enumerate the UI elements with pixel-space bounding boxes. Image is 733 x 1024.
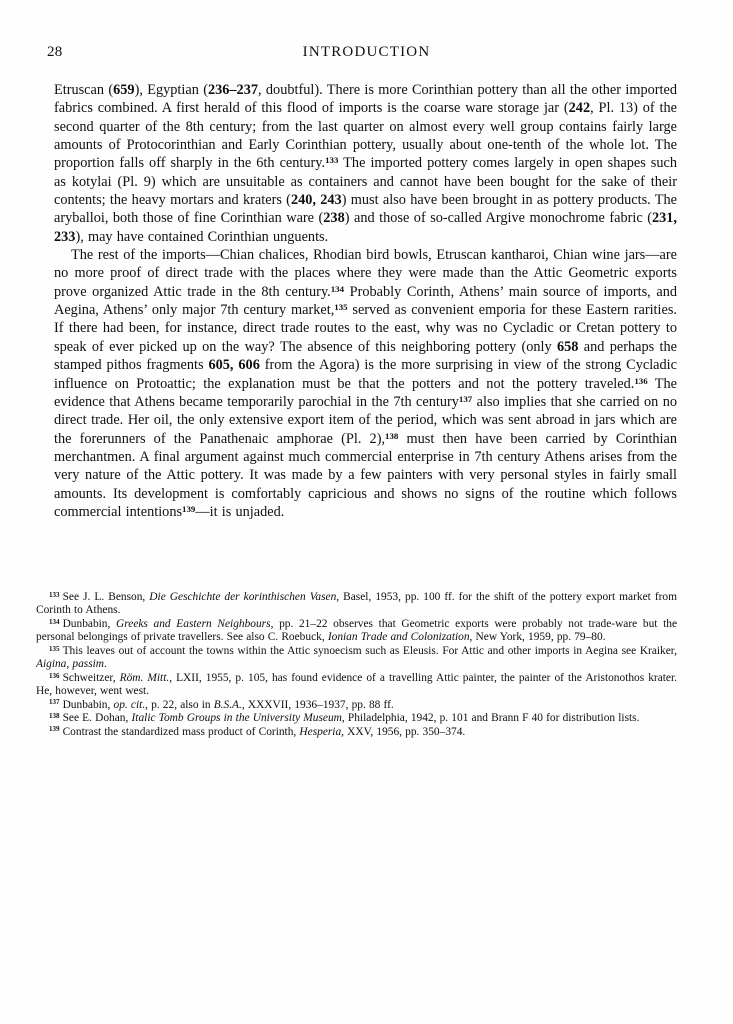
footnote bbox=[36, 618, 677, 645]
text-run: See J. L. Benson, bbox=[62, 591, 150, 603]
text-run: Greeks and Eastern Neighbours bbox=[116, 617, 271, 630]
footnote-number: 136 bbox=[49, 671, 60, 680]
text-run: , Basel, 1953, pp. 100 ff. for the shift of the pottery export market from Corinth to Athens. bbox=[36, 591, 677, 617]
text-run: must then have been carried by Corinthian merchantmen. A final argument against much commercial enterprise in 7th century Athens arises from the very nature of the Attic pottery. It was made by a few painters with very personal styles in fairly small amounts. Its development is comfortably capricious and shows no signs of the routine which follows commercial intentions bbox=[54, 430, 677, 520]
text-run: , Philadelphia, 1942, p. 101 and Brann F 40 for distribution lists. bbox=[341, 712, 640, 725]
paragraph bbox=[54, 81, 677, 246]
text-run: B.S.A. bbox=[213, 698, 242, 711]
footnote-ref: 135 bbox=[334, 302, 348, 313]
text-run: Die Geschichte der korinthischen Vasen bbox=[149, 591, 337, 603]
paragraph bbox=[54, 246, 677, 521]
footnote-number: 137 bbox=[49, 698, 60, 707]
page-number: 28 bbox=[47, 44, 63, 60]
text-run: , pp. 21–22 observes that Geometric exports were probably not trade-ware but the personal belongings of private travellers. See also C. Roebuck, bbox=[36, 617, 678, 644]
text-run: Etruscan ( bbox=[54, 82, 114, 98]
text-run: , XXV, 1956, pp. 350–374. bbox=[341, 725, 466, 738]
text-run: from the Agora) is the more surprising in view of the strong Cycladic influence on Protoattic; the explanation must be that the potters and not the pottery traveled. bbox=[54, 357, 677, 392]
text-run: Ionian Trade and Colonization bbox=[327, 631, 470, 644]
text-run: Hesperia bbox=[299, 725, 342, 738]
text-run: 240, 243 bbox=[290, 192, 342, 209]
footnote bbox=[36, 712, 677, 725]
text-run: Italic Tomb Groups in the University Museum bbox=[131, 712, 342, 725]
footnotes-section bbox=[36, 591, 677, 739]
footnote-ref: 137 bbox=[458, 393, 473, 404]
text-run: —it is unjaded. bbox=[195, 503, 285, 520]
footnote-number: 138 bbox=[49, 711, 60, 720]
footnote-number: 134 bbox=[49, 617, 60, 626]
text-run: This leaves out of account the towns within the Attic synoecism such as Eleusis. For Attic and other imports in Aegina see Kraiker, bbox=[62, 644, 677, 657]
running-title: INTRODUCTION bbox=[302, 44, 431, 60]
text-run: Schweitzer, bbox=[62, 671, 120, 684]
text-run: 242 bbox=[568, 100, 591, 117]
footnote-ref: 134 bbox=[330, 283, 345, 294]
footnote bbox=[36, 726, 677, 739]
text-run: ), Egyptian ( bbox=[134, 82, 208, 98]
footnote bbox=[36, 672, 677, 699]
footnote-ref: 133 bbox=[325, 155, 339, 166]
text-run: Contrast the standardized mass product of Corinth, bbox=[62, 725, 300, 738]
text-run: served as convenient emporia for these Eastern rarities. If there had been, for instance, direct trade routes to the east, why was no Cycladic or Cretan pottery to speak of ever picked up on the way? The absence of this neighboring pottery (only bbox=[54, 302, 677, 355]
text-run: 658 bbox=[556, 338, 579, 355]
text-run: 605, 606 bbox=[208, 357, 260, 374]
footnote-number: 133 bbox=[49, 590, 60, 599]
text-run: , p. 22, also in bbox=[145, 698, 214, 711]
text-run: op. cit. bbox=[113, 698, 146, 711]
text-run: The imported pottery comes largely in open shapes such as kotylai (Pl. 9) which are unsuitable as containers and cannot have been bought for the sake of their contents; the heavy mortars and kraters ( bbox=[54, 155, 678, 209]
text-run: 231, 233 bbox=[54, 210, 678, 245]
text-run: , LXII, 1955, p. 105, has found evidence of a travelling Attic painter, the painter of the Aristonothos krater. He, however, went west. bbox=[36, 671, 677, 698]
footnote-ref: 136 bbox=[634, 375, 648, 386]
text-run: The evidence that Athens became temporarily parochial in the 7th century bbox=[54, 375, 677, 410]
footnote-number: 135 bbox=[49, 644, 60, 653]
text-run: 236–237 bbox=[207, 82, 258, 98]
text-run: , New York, 1959, pp. 79–80. bbox=[469, 631, 606, 644]
text-run: also implies that she carried on no direct trade. Her oil, the only extensive export item of the period, which was sent abroad in jars which are the forerunners of the Panathenaic amphorae (Pl. 2), bbox=[54, 393, 677, 447]
text-run: Dunbabin, bbox=[62, 698, 114, 711]
text-run: , doubtful). There is more Corinthian pottery than all the other imported fabrics combined. A first herald of this flood of imports is the coarse ware storage jar ( bbox=[54, 82, 677, 117]
text-run: and perhaps the stamped pithos fragments bbox=[54, 338, 677, 374]
text-run: ), may have contained Corinthian unguents. bbox=[75, 228, 329, 245]
text-run: See E. Dohan, bbox=[62, 712, 132, 725]
text-run: Röm. Mitt. bbox=[119, 671, 170, 684]
text-run: , Pl. 13) of the second quarter of the 8th century; from the last quarter on almost every well group contains fairly large amounts of Protocorinthian and Early Corinthian pottery, usually about one-tenth of the whole lot. The proportion falls off sharply in the 6th century. bbox=[54, 100, 678, 172]
footnote bbox=[36, 645, 677, 672]
text-run: ) must also have been brought in as pottery products. The aryballoi, both those of fine Corinthian ware ( bbox=[54, 192, 677, 227]
text-run: Dunbabin, bbox=[62, 617, 117, 630]
text-run: ) and those of so-called Argive monochrome fabric ( bbox=[344, 210, 652, 227]
text-run: Aigina, passim bbox=[36, 658, 105, 671]
text-run: , XXXVII, 1936–1937, pp. 88 ff. bbox=[241, 698, 394, 711]
text-run: . bbox=[104, 658, 107, 671]
footnote bbox=[36, 591, 677, 618]
footnote-ref: 138 bbox=[385, 430, 399, 441]
footnote-number: 139 bbox=[49, 725, 60, 734]
text-run: 238 bbox=[323, 210, 345, 227]
footnote bbox=[36, 699, 677, 712]
footnote-ref: 139 bbox=[182, 503, 196, 514]
text-run: Probably Corinth, Athens’ main source of imports, and Aegina, Athens’ only major 7th century market, bbox=[54, 283, 677, 319]
text-run: 659 bbox=[113, 82, 135, 98]
text-run: The rest of the imports—Chian chalices, Rhodian bird bowls, Etruscan kantharoi, Chian wine jars—are no more proof of direct trade with the places where they were made than the Attic Geometric exports prove organized Attic trade in the 8th century. bbox=[54, 247, 677, 300]
body-text bbox=[54, 81, 677, 521]
page-header bbox=[0, 44, 733, 66]
